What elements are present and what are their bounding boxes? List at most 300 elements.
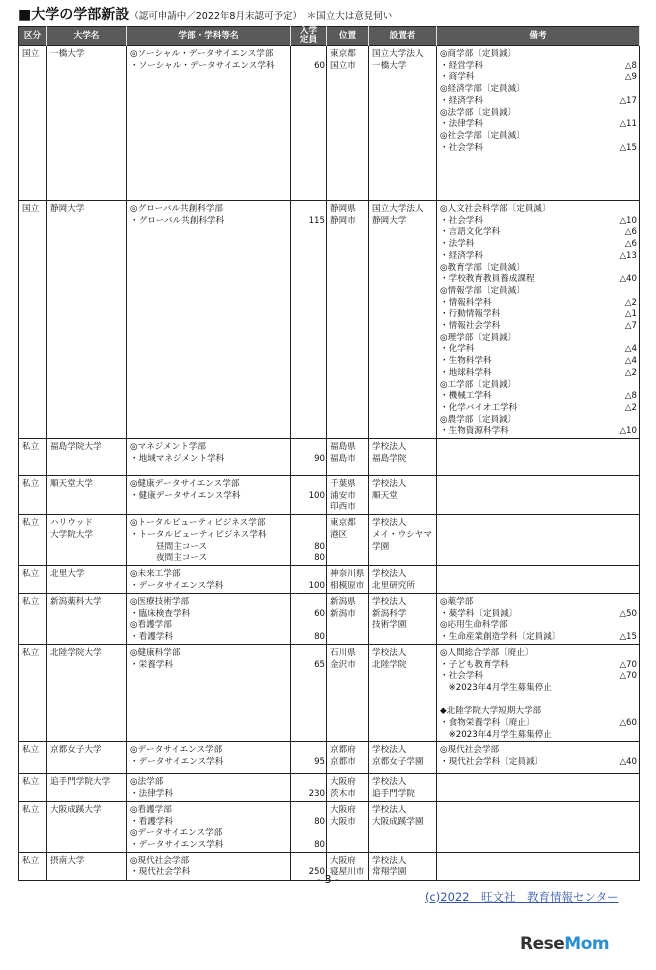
founder-line: 国立大学法人 [372,204,424,214]
note-text: ・社会学科 [440,142,483,153]
faculty-line: ・法律学科 [130,789,173,800]
type-cell [19,644,47,742]
new-faculties-table [18,26,640,881]
location-line: 京都府 [330,745,356,756]
note-change-value: △50 [619,608,637,619]
capacity-cell [291,439,327,476]
capacity-cell [291,565,327,593]
faculty-line: ◎現代社会学部 [130,855,190,866]
table-row [19,439,640,476]
faculty-line: ◎データサイエンス学部 [130,745,223,756]
faculty-cell [127,201,291,439]
notes-cell [437,593,640,644]
capacity-value [294,828,325,840]
note-text: ・社会学科 [440,671,483,682]
founder-line: 追手門学院 [372,789,415,800]
note-line [440,632,637,644]
faculty-line: ・トータルビューティビジネス学科 [130,529,267,540]
location-cell [327,801,369,852]
faculty-line: ◎健康科学部 [130,647,181,658]
note-line [440,61,637,73]
faculty-line: ・データサイエンス学科 [130,580,224,591]
note-text: ・生物科学科 [440,356,492,367]
note-text: ・情報社会学科 [440,321,501,332]
note-text: ◎理学部〔定員減〕 [440,332,517,343]
note-text: ◎応用生命科学部 [440,620,508,631]
faculty-cell [127,801,291,852]
note-change-value: △13 [619,250,637,261]
capacity-cell [291,644,327,742]
type-label: 私立 [22,647,40,658]
note-line [440,108,637,120]
capacity-cell [291,476,327,515]
header-faculty-label: 学部・学科等名 [178,30,239,41]
note-text: ・経営学科 [440,60,483,71]
note-text: ・子ども教育学科 [440,659,509,670]
copyright-link[interactable]: (c)2022 旺文社 教育情報センター [425,890,619,904]
capacity-value [294,620,325,632]
faculty-line: ◎看護学部 [130,620,172,631]
note-line [440,718,637,730]
note-text: ・行動情報学科 [440,309,501,320]
table-header-row [19,27,640,46]
notes-cell [437,439,640,476]
faculty-cell [127,644,291,742]
faculty-line: ◎グローバル共創科学部 [130,204,224,214]
capacity-value [294,648,325,660]
founder-line: 学園 [372,541,390,552]
founder-cell [369,565,437,593]
university-cell [47,774,127,801]
faculty-line: ◎データサイエンス学部 [130,828,223,839]
note-change-value: △70 [619,671,637,682]
university-name: 静岡大学 [50,204,85,214]
location-line: 大阪府 [330,855,356,866]
note-change-value: △10 [619,426,637,437]
type-label: 私立 [22,855,40,866]
note-text: ・学校教育教員養成課程 [440,274,535,285]
university-cell [47,742,127,774]
faculty-cell [127,742,291,774]
note-change-value: △9 [624,72,637,83]
faculty-cell [127,439,291,476]
notes-cell [437,644,640,742]
founder-line: 大阪成蹊学園 [372,816,424,827]
notes-cell [437,801,640,852]
capacity-value: 115 [308,215,325,226]
location-line: 国立市 [330,60,356,71]
note-line [440,333,637,345]
capacity-value [294,204,325,216]
note-change-value: △6 [624,227,637,238]
capacity-value: 100 [308,580,325,591]
header-capacity-label: 入学定員 [299,26,318,45]
type-cell [19,565,47,593]
location-line: 相模原市 [330,580,365,591]
note-change-value: △10 [619,215,637,226]
note-change-value: △70 [619,659,637,670]
table-row [19,593,640,644]
faculty-line: ◎未来工学部 [130,568,181,579]
founder-line: 技術学園 [372,620,407,631]
location-line: 茨木市 [330,789,356,800]
note-line [440,609,637,621]
faculty-line: 昼間主コース [156,541,208,552]
capacity-value: 250 [308,867,325,878]
type-label: 私立 [22,804,40,815]
capacity-cell [291,46,327,201]
capacity-value: 80 [314,632,325,643]
type-label: 私立 [22,596,40,607]
note-text: ◆北陸学院大学短期大学部 [440,706,542,717]
founder-line: 北陸学院 [372,659,407,670]
note-text: ・化学科 [440,344,475,355]
location-cell [327,201,369,439]
founder-line: 新潟科学 [372,608,407,619]
university-name: 大学院大学 [50,529,93,540]
note-line [440,119,637,131]
founder-cell [369,201,437,439]
note-text: ◎情報学部〔定員減〕 [440,285,525,296]
note-line [440,597,637,609]
table-row [19,565,640,593]
note-text: ・化学バイオ工学科 [440,402,518,413]
university-cell [47,515,127,566]
note-line [440,251,637,263]
location-line: 東京都 [330,49,356,59]
note-text: ・地球科学科 [440,367,492,378]
location-cell [327,742,369,774]
note-line [440,344,637,356]
founder-cell [369,644,437,742]
university-cell [47,644,127,742]
capacity-value [294,442,325,454]
faculty-line: ・ソーシャル・データサイエンス学科 [130,60,275,71]
note-change-value: △11 [619,119,637,130]
note-text: ◎現代社会学部 [440,745,500,756]
capacity-cell [291,774,327,801]
type-cell [19,801,47,852]
university-name: 一橋大学 [50,49,85,59]
note-text: ・法学科 [440,239,475,250]
note-line [440,620,637,632]
header-founder-label: 設置者 [389,30,416,41]
faculty-line: ・看護学科 [130,816,173,827]
faculty-cell [127,565,291,593]
university-cell [47,201,127,439]
note-line [440,391,637,403]
table-row [19,476,640,515]
faculty-line: ◎トータルビューティビジネス学部 [130,518,266,529]
location-cell [327,593,369,644]
university-name: 大阪成蹊大学 [50,804,102,815]
capacity-value: 80 [314,839,325,850]
faculty-line: ・看護学科 [130,632,173,643]
header-type-label: 区分 [23,30,42,41]
note-line [440,683,637,695]
university-name: 新潟薬科大学 [50,596,102,607]
title-main: ■大学の学部新設 [18,7,130,23]
page-number: - 3 - [317,873,339,886]
table-row [19,515,640,566]
location-line: 浦安市 [330,490,356,501]
resemom-logo: ReseMom [520,934,610,954]
faculty-line: ・臨床検査学科 [130,608,191,619]
founder-cell [369,742,437,774]
faculty-line: ・現代社会学科 [130,867,191,878]
note-text: ・経済学科 [440,250,483,261]
founder-cell [369,46,437,201]
capacity-cell [291,201,327,439]
founder-cell [369,774,437,801]
location-line: 金沢市 [330,659,356,670]
capacity-value [294,777,325,789]
note-line [440,648,637,660]
faculty-line: ◎ソーシャル・データサイエンス学部 [130,49,274,59]
capacity-value: 60 [314,60,325,71]
faculty-line: ・データサイエンス学科 [130,757,224,768]
faculty-cell [127,515,291,566]
note-text: ※2023年4月学生募集停止 [440,729,552,740]
faculty-line: 夜間主コース [156,553,208,564]
header-capacity [291,27,327,46]
capacity-cell [291,593,327,644]
note-change-value: △6 [624,239,637,250]
location-line: 印西市 [330,502,356,513]
location-cell [327,774,369,801]
notes-cell [437,565,640,593]
location-line: 千葉県 [330,479,356,490]
location-cell [327,439,369,476]
location-cell [327,515,369,566]
founder-cell [369,439,437,476]
capacity-value: 100 [308,490,325,501]
note-change-value: △40 [619,274,637,285]
type-label: 私立 [22,479,40,490]
faculty-line: ◎法学部 [130,777,164,788]
type-label: 国立 [22,204,40,214]
capacity-value [294,745,325,757]
faculty-cell [127,774,291,801]
founder-cell [369,593,437,644]
note-line [440,72,637,84]
header-location [327,27,369,46]
location-line: 京都市 [330,757,356,768]
capacity-value: 90 [314,453,325,464]
notes-cell [437,46,640,201]
note-text: ※2023年4月学生募集停止 [440,682,552,693]
founder-line: 学校法人 [372,596,407,607]
note-line [440,216,637,228]
faculty-line: ・データサイエンス学科 [130,839,224,850]
note-line [440,706,637,718]
university-name: 追手門学院大学 [50,777,111,788]
note-line [440,745,637,757]
type-cell [19,774,47,801]
note-line [440,239,637,251]
type-label: 国立 [22,49,40,59]
note-change-value: △60 [619,718,637,729]
note-text: ・食物栄養学科〔廃止〕 [440,718,535,729]
location-line: 寝屋川市 [330,867,365,878]
capacity-value: 60 [314,608,325,619]
faculty-line: ・栄養学科 [130,659,173,670]
founder-line: 京都女子学園 [372,757,424,768]
founder-line: メイ・ウシヤマ [372,529,432,540]
note-line [440,131,637,143]
university-name: 福島学院大学 [50,442,102,453]
university-name: 北里大学 [50,568,85,579]
founder-cell [369,515,437,566]
location-cell [327,46,369,201]
header-notes [437,27,640,46]
location-cell [327,644,369,742]
note-change-value: △7 [624,321,637,332]
university-cell [47,439,127,476]
note-line [440,403,637,415]
location-line: 新潟県 [330,596,356,607]
founder-line: 学校法人 [372,568,407,579]
note-text: ・言語文化学科 [440,227,501,238]
note-line [440,368,637,380]
note-text: ・社会学科 [440,215,483,226]
header-founder [369,27,437,46]
location-line: 福島県 [330,442,356,453]
note-change-value: △8 [624,391,637,402]
faculty-cell [127,476,291,515]
note-text: ・薬学科〔定員減〕 [440,608,518,619]
founder-cell [369,801,437,852]
capacity-value [294,856,325,868]
location-cell [327,565,369,593]
note-line [440,309,637,321]
faculty-line: ◎看護学部 [130,804,172,815]
type-label: 私立 [22,568,40,579]
location-line: 東京都 [330,518,356,529]
note-text: ◎工学部〔定員減〕 [440,379,517,390]
note-line [440,380,637,392]
capacity-cell [291,742,327,774]
note-line [440,356,637,368]
capacity-value: 80 [314,541,325,552]
university-cell [47,46,127,201]
capacity-value [294,805,325,817]
notes-cell [437,515,640,566]
title-subtitle: （認可申請中／2022年8月末認可予定） ＊国立大は意見伺い [129,11,393,22]
capacity-value [294,597,325,609]
header-faculty [127,27,291,46]
university-name: 北陸学院大学 [50,647,102,658]
note-line [440,263,637,275]
university-name: ハリウッド [50,518,93,529]
location-cell [327,476,369,515]
note-text: ・商学科 [440,72,475,83]
founder-line: 学校法人 [372,777,407,788]
note-text: ・情報科学科 [440,297,492,308]
founder-line: 学校法人 [372,804,407,815]
faculty-cell [127,46,291,201]
note-text: ◎人間総合学部〔廃止〕 [440,647,534,658]
note-change-value: △4 [624,344,637,355]
founder-line: 学校法人 [372,479,407,490]
capacity-value [294,518,325,530]
note-text: ・経済学科 [440,95,483,106]
location-line: 大阪府 [330,777,356,788]
note-line [440,143,637,155]
header-location-label: 位置 [338,30,357,41]
capacity-value [294,49,325,61]
type-label: 私立 [22,518,40,529]
note-text [440,695,443,707]
founder-line: 学校法人 [372,745,407,756]
table-row [19,801,640,852]
note-text: ◎法学部〔定員減〕 [440,107,517,118]
university-name: 摂南大学 [50,855,85,866]
note-line [440,96,637,108]
note-text: ・現代社会学科〔定員減〕 [440,757,544,768]
note-line [440,321,637,333]
capacity-value: 65 [314,659,325,670]
notes-cell [437,201,640,439]
note-text: ◎商学部〔定員減〕 [440,49,517,59]
faculty-cell [127,593,291,644]
note-change-value: △8 [624,60,637,71]
note-change-value: △15 [619,632,637,643]
note-line [440,227,637,239]
capacity-value [294,479,325,491]
faculty-line: ◎マネジメント学部 [130,442,206,453]
note-line [440,298,637,310]
university-name: 京都女子大学 [50,745,102,756]
capacity-cell [291,801,327,852]
location-line: 港区 [330,529,348,540]
note-line [440,426,637,438]
table-row [19,201,640,439]
location-line: 新潟市 [330,608,356,619]
note-change-value: △15 [619,142,637,153]
table-row [19,644,640,742]
note-text: ・法律学科 [440,119,483,130]
founder-line: 一橋大学 [372,60,407,71]
notes-cell [437,774,640,801]
note-line [440,204,637,216]
table-row [19,46,640,201]
note-text: ◎経済学部〔定員減〕 [440,84,525,95]
type-cell [19,201,47,439]
header-university-label: 大学名 [73,30,100,41]
founder-line: 学校法人 [372,855,407,866]
location-line: 大阪市 [330,816,356,827]
note-line [440,415,637,427]
faculty-line: ・健康データサイエンス学科 [130,490,241,501]
capacity-value: 95 [314,757,325,768]
table-row [19,742,640,774]
founder-line: 福島学院 [372,453,407,464]
note-text: ・機械工学科 [440,391,492,402]
location-line: 福島市 [330,453,356,464]
note-line [440,49,637,61]
university-cell [47,801,127,852]
type-cell [19,439,47,476]
note-line [440,286,637,298]
table-row [19,774,640,801]
capacity-value: 80 [314,816,325,827]
type-label: 私立 [22,745,40,756]
header-notes-label: 備考 [529,30,547,41]
note-change-value: △2 [624,367,637,378]
founder-line: 学校法人 [372,647,407,658]
notes-cell [437,476,640,515]
